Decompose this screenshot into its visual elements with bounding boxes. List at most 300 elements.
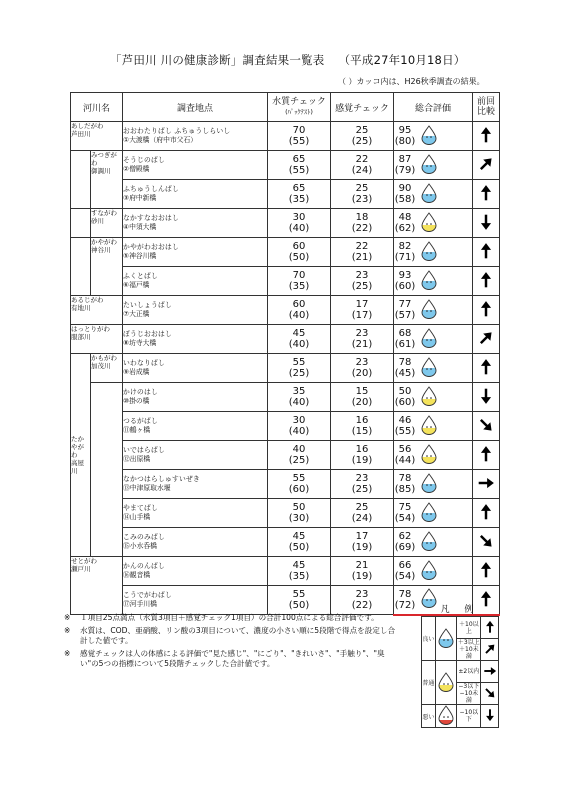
legend-desc-line: ±2以内 — [458, 668, 480, 675]
sense-score: 25 — [355, 125, 369, 136]
river-kanji: 有地川 — [71, 304, 91, 312]
water-quality-cell — [268, 267, 331, 296]
arrow-up-icon — [477, 184, 495, 202]
total-prev: (45) — [394, 368, 416, 379]
water-quality-score: 60 — [292, 299, 306, 310]
water-quality-prev: (35) — [288, 571, 310, 582]
site-cell — [123, 557, 268, 586]
arrow-down-icon — [477, 213, 495, 231]
sense-prev: (15) — [351, 426, 373, 437]
water-drop-icon — [420, 212, 438, 232]
total-cell — [394, 354, 473, 383]
site-kana: かやがわおおはし — [123, 243, 179, 251]
legend-desc — [457, 683, 481, 705]
site-kana: ふちゅうしんばし — [123, 185, 179, 193]
arrow-upright-icon — [477, 155, 495, 173]
drop-wrap — [420, 473, 438, 496]
sense-prev: (23) — [351, 194, 373, 205]
site-kana: ふくとばし — [123, 272, 158, 280]
water-drop-icon — [420, 357, 438, 377]
water-quality-cell — [268, 209, 331, 238]
river-kanji: 加茂川 — [91, 362, 111, 370]
total-prev: (62) — [394, 223, 416, 234]
total-scores — [394, 357, 416, 379]
river-kana: はっとりがわ — [71, 325, 110, 333]
total-cell — [394, 267, 473, 296]
total-prev: (80) — [394, 136, 416, 147]
total-scores — [394, 589, 416, 611]
sense-prev: (22) — [351, 600, 373, 611]
legend — [421, 602, 499, 728]
water-quality-score: 30 — [292, 212, 306, 223]
legend-label: 悪い — [422, 705, 436, 728]
river-kana: せとがわ — [71, 557, 97, 565]
site-kana: ぼうじおおはし — [123, 330, 172, 338]
water-drop-icon — [437, 672, 455, 692]
water-quality-score: 30 — [292, 415, 306, 426]
arrow-downright-icon — [483, 686, 497, 700]
compare-cell — [473, 528, 500, 557]
table-row — [71, 441, 500, 470]
water-quality-prev: (40) — [288, 310, 310, 321]
water-quality-cell — [268, 528, 331, 557]
sense-cell — [331, 441, 394, 470]
table-row — [71, 267, 500, 296]
site-kana: かんのんばし — [123, 562, 165, 570]
site-cell — [123, 151, 268, 180]
river-indent-cell — [71, 151, 91, 209]
river-cell — [71, 557, 123, 615]
sense-score: 23 — [355, 328, 369, 339]
site-name: ②僧殿橋 — [123, 165, 150, 173]
water-quality-prev: (30) — [288, 513, 310, 524]
total-score: 78 — [398, 588, 412, 600]
arrow-up-icon — [477, 271, 495, 289]
site-kana: かけのはし — [123, 388, 158, 396]
sense-prev: (20) — [351, 368, 373, 379]
site-kana: いわなりばし — [123, 359, 165, 367]
bracket-note: （ ）カッコ内は、H26秋季調査の結果。 — [338, 77, 485, 86]
site-cell — [123, 499, 268, 528]
water-drop-icon — [420, 241, 438, 261]
water-quality-prev: (40) — [288, 339, 310, 350]
total-cell — [394, 122, 473, 151]
site-name: ④中須大橋 — [123, 223, 157, 231]
water-quality-prev: (60) — [288, 484, 310, 495]
total-score: 90 — [398, 183, 412, 194]
sense-prev: (21) — [351, 339, 373, 350]
water-quality-score: 70 — [292, 270, 306, 281]
river-cell — [91, 354, 123, 383]
site-cell — [123, 354, 268, 383]
header-row — [71, 93, 500, 122]
table-row — [71, 180, 500, 209]
total-prev: (79) — [394, 165, 416, 176]
legend-arrow-cell — [481, 639, 499, 661]
survey-date: （平成27年10月18日） — [338, 53, 466, 67]
site-kana: そうじのばし — [123, 156, 165, 164]
legend-row — [422, 705, 499, 728]
compare-cell — [473, 296, 500, 325]
compare-cell — [473, 412, 500, 441]
sense-score: 25 — [355, 502, 369, 513]
arrow-right-icon — [477, 474, 495, 492]
total-scores — [394, 125, 416, 147]
total-score: 77 — [398, 299, 412, 310]
water-quality-prev: (50) — [288, 252, 310, 263]
water-quality-prev: (25) — [288, 368, 310, 379]
total-scores — [394, 241, 416, 263]
total-scores — [394, 299, 416, 321]
total-score: 95 — [398, 125, 412, 136]
table-row — [71, 238, 500, 267]
total-score: 56 — [398, 444, 412, 455]
site-cell — [123, 325, 268, 354]
river-cell — [71, 325, 123, 354]
sense-prev: (21) — [351, 252, 373, 263]
water-quality-prev: (55) — [288, 136, 310, 147]
sense-score: 16 — [355, 444, 369, 455]
site-cell — [123, 209, 268, 238]
drop-wrap — [420, 560, 438, 583]
water-quality-score: 70 — [292, 125, 306, 136]
compare-cell — [473, 499, 500, 528]
water-drop-icon — [437, 705, 455, 725]
sense-cell — [331, 470, 394, 499]
sense-prev: (22) — [351, 223, 373, 234]
river-kana: すながわ — [91, 209, 117, 217]
river-kanji: 芦田川 — [71, 130, 91, 138]
drop-wrap — [420, 531, 438, 554]
header-total: 総合評価 — [394, 93, 473, 122]
arrow-down-icon — [483, 708, 497, 722]
site-cell — [123, 238, 268, 267]
arrow-up-icon — [477, 242, 495, 260]
sense-prev: (17) — [351, 310, 373, 321]
water-quality-prev: (40) — [288, 426, 310, 437]
table-row — [71, 470, 500, 499]
river-kanji: 御調川 — [91, 167, 111, 175]
total-prev: (54) — [394, 513, 416, 524]
sense-cell — [331, 354, 394, 383]
table-row — [71, 151, 500, 180]
table-row — [71, 412, 500, 441]
water-drop-icon — [420, 154, 438, 174]
water-drop-icon — [420, 502, 438, 522]
total-prev: (57) — [394, 310, 416, 321]
sense-score: 15 — [355, 386, 369, 397]
footnote-mark: ※ — [64, 649, 71, 658]
drop-wrap — [420, 183, 438, 206]
water-quality-cell — [268, 441, 331, 470]
legend-desc — [457, 705, 481, 728]
site-cell — [123, 528, 268, 557]
river-kana: あるじがわ — [71, 296, 104, 304]
legend-desc-line: ＋3以上 — [457, 639, 480, 646]
drop-wrap — [420, 328, 438, 351]
table-row — [71, 325, 500, 354]
water-quality-cell — [268, 151, 331, 180]
total-cell — [394, 528, 473, 557]
water-quality-score: 50 — [292, 502, 306, 513]
compare-cell — [473, 122, 500, 151]
drop-wrap — [420, 357, 438, 380]
sense-score: 17 — [355, 531, 369, 542]
footnotes — [64, 613, 400, 672]
footnote — [64, 649, 400, 669]
sense-cell — [331, 180, 394, 209]
table-row — [71, 499, 500, 528]
total-prev: (60) — [394, 281, 416, 292]
compare-cell — [473, 325, 500, 354]
river-indent-cell — [71, 238, 91, 296]
total-scores — [394, 473, 416, 495]
water-quality-cell — [268, 122, 331, 151]
total-prev: (71) — [394, 252, 416, 263]
legend-title: 凡 例 — [440, 605, 480, 615]
compare-cell — [473, 354, 500, 383]
site-kana: いではらばし — [123, 446, 165, 454]
total-score: 87 — [398, 154, 412, 165]
header-sense: 感覚チェック — [331, 93, 394, 122]
table-row — [71, 528, 500, 557]
compare-cell — [473, 151, 500, 180]
site-name: ⑮小水呑橋 — [123, 542, 157, 550]
total-prev: (60) — [394, 397, 416, 408]
total-score: 75 — [398, 502, 412, 513]
drop-wrap — [420, 444, 438, 467]
sense-prev: (25) — [351, 281, 373, 292]
site-cell — [123, 267, 268, 296]
sense-prev: (20) — [351, 397, 373, 408]
total-prev: (69) — [394, 542, 416, 553]
site-cell — [123, 441, 268, 470]
site-name: ⑧坊寺大橋 — [123, 339, 157, 347]
water-quality-cell — [268, 354, 331, 383]
sense-cell — [331, 122, 394, 151]
legend-desc — [457, 617, 481, 639]
site-name: ①大渡橋（府中市父石） — [123, 136, 198, 144]
legend-drop-cell — [435, 617, 457, 661]
footnote-text: １項目25点満点（水質3項目＋感覚チェック1項目）の合計100点による総合評価です。 — [80, 613, 379, 622]
water-drop-icon — [420, 560, 438, 580]
water-drop-icon — [420, 444, 438, 464]
total-score: 78 — [398, 357, 412, 368]
site-cell — [123, 470, 268, 499]
arrow-upright-icon — [477, 329, 495, 347]
total-scores — [394, 415, 416, 437]
compare-cell — [473, 441, 500, 470]
total-score: 82 — [398, 241, 412, 252]
sense-score: 18 — [355, 212, 369, 223]
water-quality-cell — [268, 557, 331, 586]
table-row — [71, 354, 500, 383]
site-name: ⑦大正橋 — [123, 310, 150, 318]
table-row — [71, 557, 500, 586]
sense-prev: (19) — [351, 455, 373, 466]
site-name: ⑯観音橋 — [123, 571, 151, 579]
river-cell — [91, 383, 123, 557]
legend-desc-line: ＋10以上 — [459, 620, 479, 635]
sense-cell — [331, 151, 394, 180]
table-row — [71, 296, 500, 325]
total-score: 50 — [398, 386, 412, 397]
sense-score: 25 — [355, 183, 369, 194]
water-quality-score: 65 — [292, 154, 306, 165]
sense-score: 23 — [355, 357, 369, 368]
footnote-mark: ※ — [64, 626, 71, 635]
header-compare: 前回 比較 — [473, 93, 500, 122]
legend-row — [422, 661, 499, 683]
arrow-up-icon — [483, 620, 497, 634]
water-drop-icon — [420, 270, 438, 290]
water-quality-cell — [268, 296, 331, 325]
legend-label: 普通 — [422, 661, 436, 705]
river-kanji: 砂川 — [91, 217, 104, 225]
site-kana: こみのみばし — [123, 533, 165, 541]
water-quality-score: 55 — [292, 357, 306, 368]
site-name: ⑨岩成橋 — [123, 368, 150, 376]
site-name: ⑪鶴ヶ橋 — [123, 426, 151, 434]
water-quality-score: 55 — [292, 589, 306, 600]
compare-cell — [473, 267, 500, 296]
site-cell — [123, 296, 268, 325]
drop-wrap — [420, 125, 438, 148]
footnote — [64, 613, 400, 623]
compare-cell — [473, 557, 500, 586]
sense-cell — [331, 325, 394, 354]
legend-desc-line: −10未満 — [459, 690, 479, 704]
total-prev: (54) — [394, 571, 416, 582]
compare-cell — [473, 238, 500, 267]
water-quality-score: 65 — [292, 183, 306, 194]
sense-prev: (25) — [351, 484, 373, 495]
legend-desc-line: −3以下 — [458, 683, 480, 690]
water-quality-score: 55 — [292, 473, 306, 484]
drop-wrap — [420, 241, 438, 264]
table-row — [71, 122, 500, 151]
results-table — [70, 92, 500, 616]
sense-cell — [331, 557, 394, 586]
river-kanji: 瀬戸川 — [71, 565, 91, 573]
arrow-up-icon — [477, 126, 495, 144]
water-drop-icon — [420, 415, 438, 435]
total-cell — [394, 296, 473, 325]
water-quality-score: 45 — [292, 560, 306, 571]
water-drop-icon — [420, 299, 438, 319]
total-cell — [394, 441, 473, 470]
sense-cell — [331, 528, 394, 557]
total-cell — [394, 325, 473, 354]
sense-prev: (25) — [351, 136, 373, 147]
site-kana: つるがばし — [123, 417, 158, 425]
total-scores — [394, 502, 416, 524]
compare-cell — [473, 470, 500, 499]
arrow-up-icon — [477, 503, 495, 521]
legend-table — [421, 616, 499, 728]
drop-wrap — [420, 386, 438, 409]
site-kana: なかつはらしゅすいぜき — [123, 475, 200, 483]
arrow-downright-icon — [477, 532, 495, 550]
total-cell — [394, 209, 473, 238]
total-scores — [394, 386, 416, 408]
total-prev: (44) — [394, 455, 416, 466]
water-quality-cell — [268, 325, 331, 354]
water-quality-prev: (40) — [288, 223, 310, 234]
sense-score: 22 — [355, 241, 369, 252]
water-quality-prev: (25) — [288, 455, 310, 466]
legend-drop-cell — [435, 705, 457, 728]
legend-desc — [457, 661, 481, 683]
site-name: ⑭山手橋 — [123, 513, 151, 521]
river-cell — [71, 296, 123, 325]
water-quality-score: 35 — [292, 386, 306, 397]
total-score: 48 — [398, 212, 412, 223]
river-cell-takaya — [71, 354, 91, 557]
site-name: ③府中新橋 — [123, 194, 157, 202]
sense-cell — [331, 209, 394, 238]
arrow-upright-icon — [483, 642, 497, 656]
water-drop-icon — [420, 328, 438, 348]
site-kana: おおわたりばし ふちゅうしらいし — [123, 127, 231, 135]
river-cell — [91, 238, 123, 296]
total-scores — [394, 560, 416, 582]
river-cell — [91, 151, 123, 209]
drop-wrap — [420, 415, 438, 438]
total-scores — [394, 183, 416, 205]
header-site: 調査地点 — [123, 93, 268, 122]
site-cell — [123, 180, 268, 209]
sense-score: 23 — [355, 589, 369, 600]
water-quality-prev: (50) — [288, 600, 310, 611]
site-kana: こうでがわばし — [123, 591, 172, 599]
water-quality-prev: (35) — [288, 281, 310, 292]
compare-cell — [473, 383, 500, 412]
sense-score: 23 — [355, 473, 369, 484]
table-row — [71, 383, 500, 412]
site-kana: たいしょうばし — [123, 301, 172, 309]
footnote — [64, 626, 400, 646]
water-drop-icon — [437, 628, 455, 648]
total-cell — [394, 383, 473, 412]
legend-desc — [457, 639, 481, 661]
compare-cell — [473, 180, 500, 209]
legend-arrow-cell — [481, 683, 499, 705]
river-kanji: 高屋川 — [71, 459, 84, 475]
header-river: 河川名 — [71, 93, 123, 122]
site-cell — [123, 412, 268, 441]
water-drop-icon — [420, 386, 438, 406]
sense-cell — [331, 267, 394, 296]
river-kana: かもがわ — [91, 354, 117, 362]
total-scores — [394, 154, 416, 176]
sense-score: 23 — [355, 270, 369, 281]
sense-score: 16 — [355, 415, 369, 426]
arrow-down-icon — [477, 387, 495, 405]
drop-wrap — [420, 502, 438, 525]
total-score: 93 — [398, 270, 412, 281]
water-drop-icon — [420, 125, 438, 145]
river-kanji: 服部川 — [71, 333, 91, 341]
arrow-downright-icon — [477, 416, 495, 434]
water-quality-score: 45 — [292, 531, 306, 542]
total-score: 78 — [398, 473, 412, 484]
arrow-right-icon — [483, 664, 497, 678]
site-name: ⑤神谷川橋 — [123, 252, 157, 260]
water-quality-cell — [268, 586, 331, 615]
total-cell — [394, 412, 473, 441]
total-score: 46 — [398, 415, 412, 426]
